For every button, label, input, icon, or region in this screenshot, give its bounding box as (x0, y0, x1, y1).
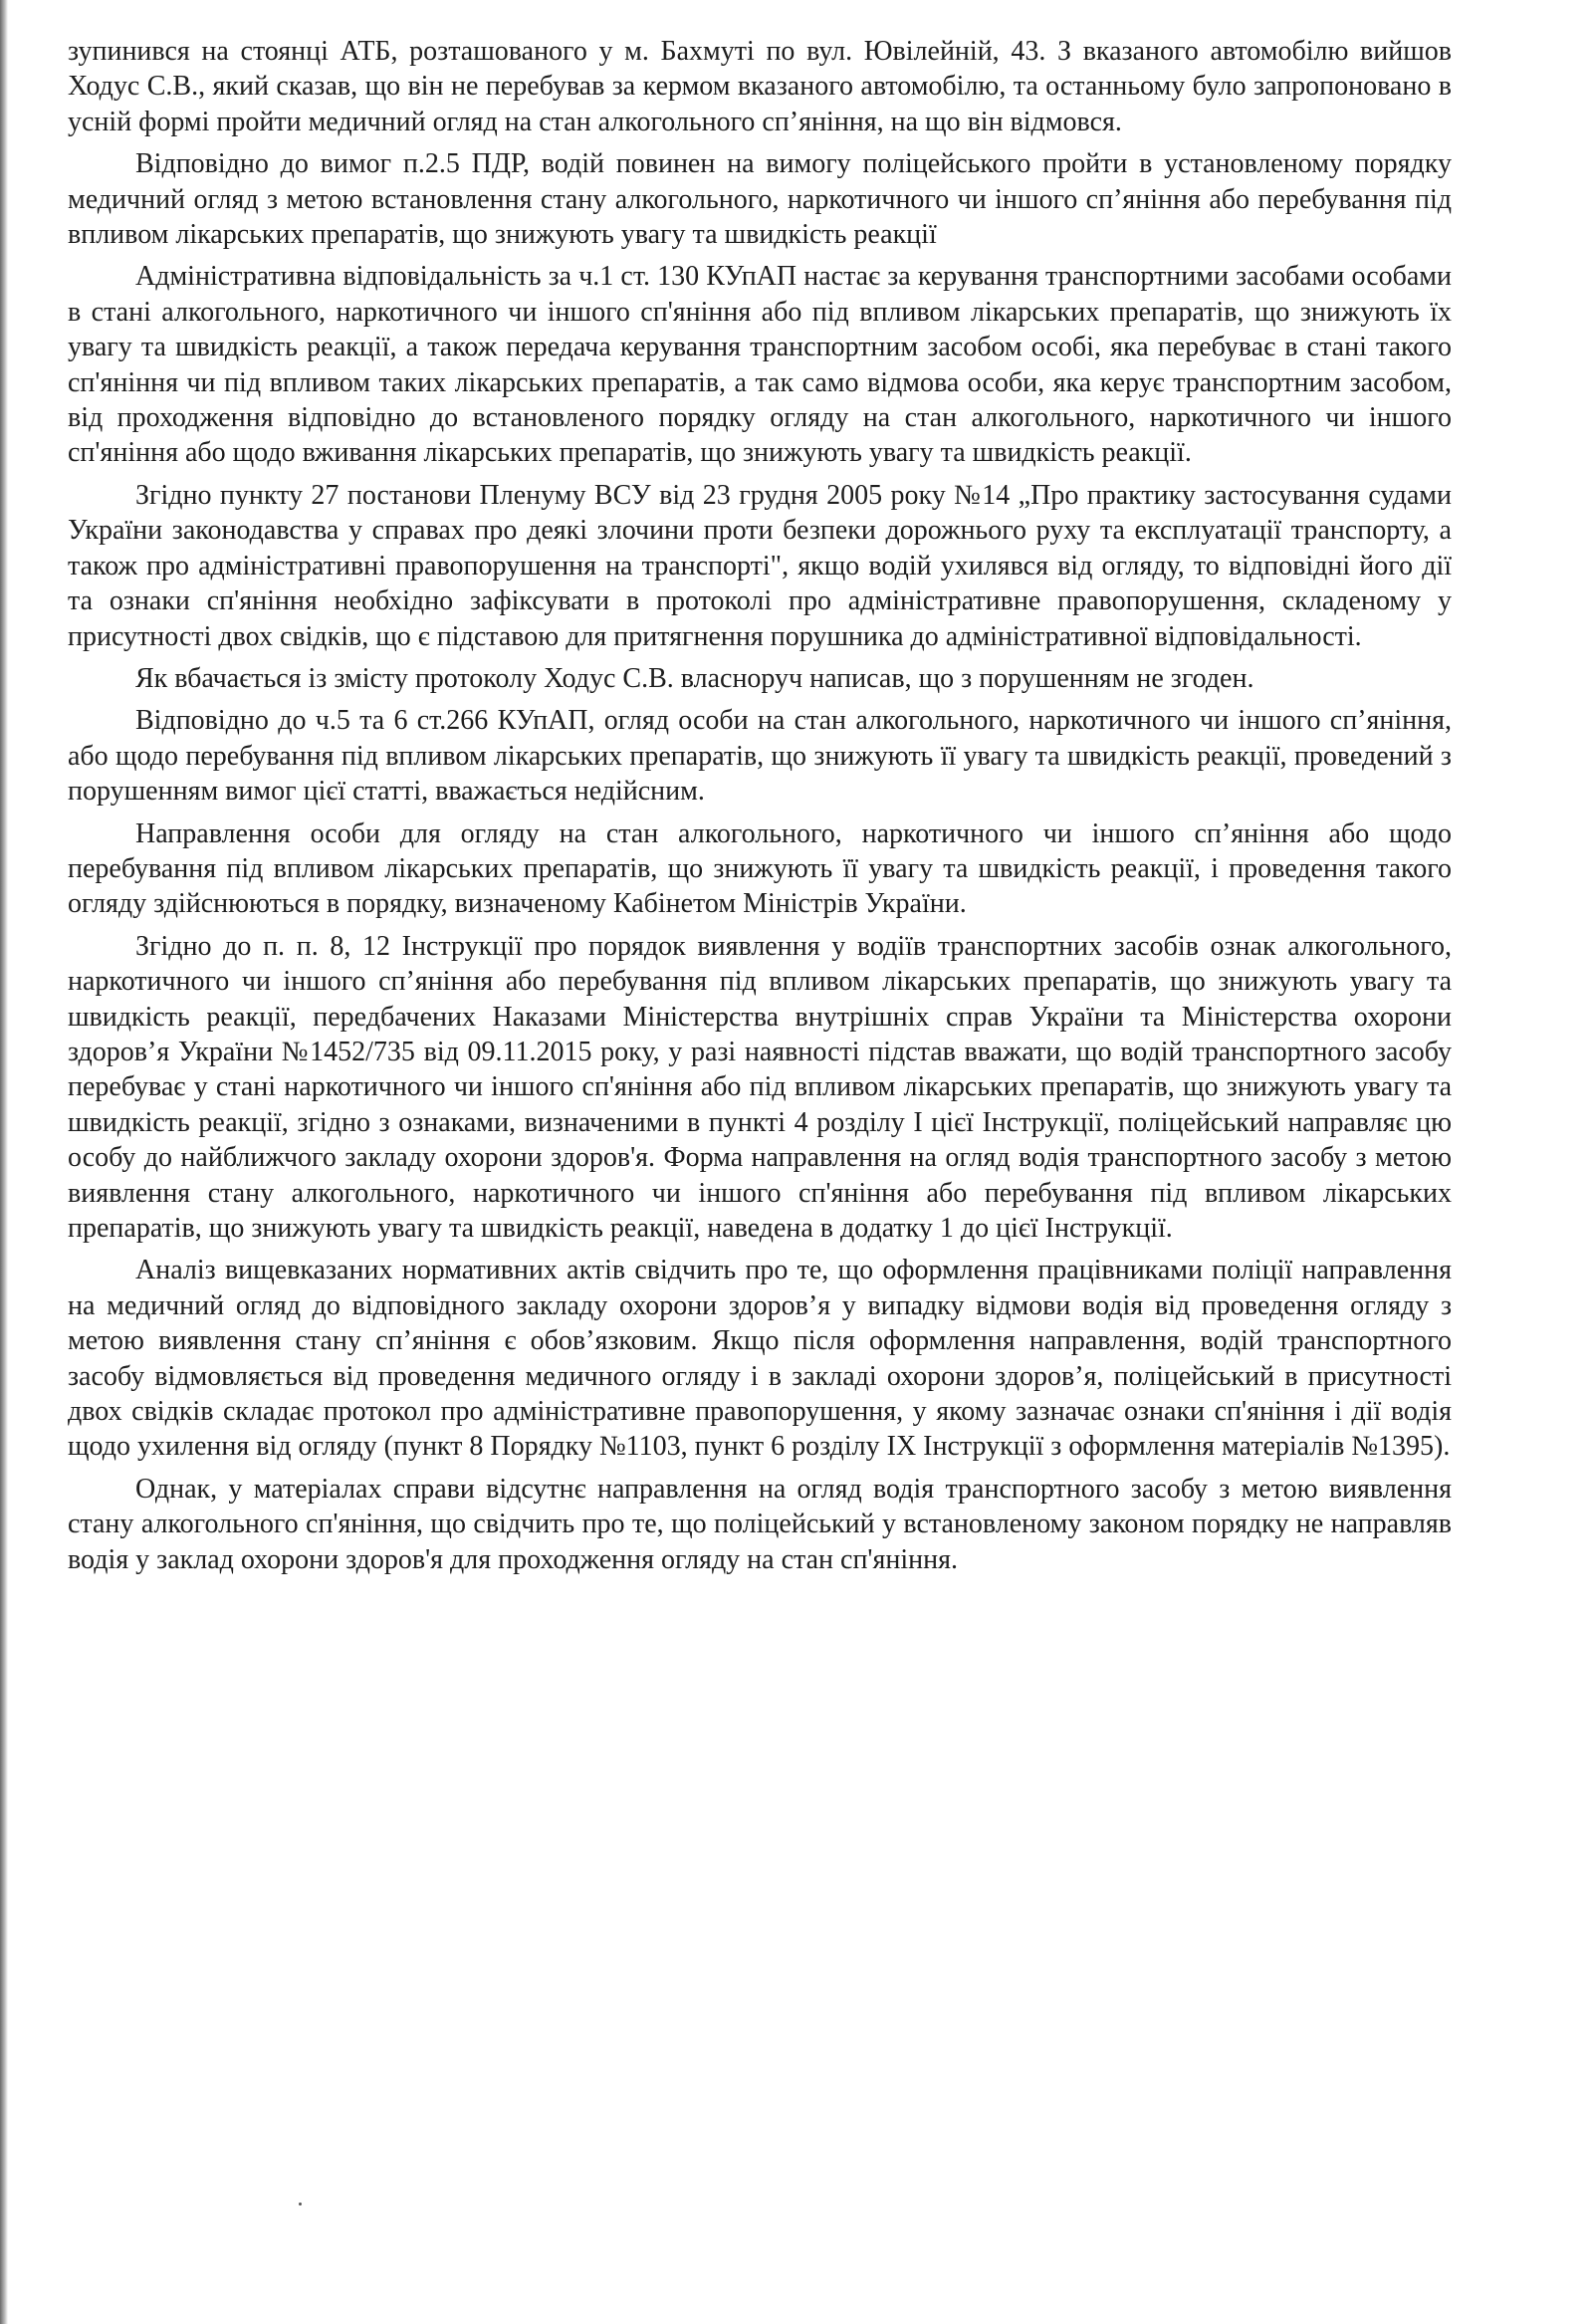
scan-speck (299, 2203, 302, 2206)
paragraph-6-article-266: Відповідно до ч.5 та 6 ст.266 КУпАП, огляд особи на стан алкогольного, наркотичного чи іншого сп’яніння, або щодо перебування під впливом лікарських препаратів, що знижують її увагу та швидкість реакції, проведений з порушенням вимог цієї статті, вважається недійсним. (68, 705, 1452, 808)
paragraph-10-conclusion: Однак, у матеріалах справи відсутнє направлення на огляд водія транспортного засобу з метою виявлення стану алкогольного сп'яніння, що свідчить про те, що поліцейський у встановленому законом порядку не направляв водія у заклад охорони здоров'я для проходження огляду на стан сп'яніння. (68, 1473, 1452, 1575)
paragraph-9-analysis: Аналіз вищевказаних нормативних актів свідчить про те, що оформлення працівниками поліції направлення на медичний огляд до відповідного закладу охорони здоров’я у випадку відмови водія від проведення огляду з метою виявлення стану сп’яніння є обов’язковим. Якщо після оформлення направлення, водій транспортного засобу відмовляється від проведення медичного огляду і в закладі охорони здоров’я, поліцейський в присутності двох свідків складає протокол про адміністративне правопорушення, у якому зазначає ознаки сп'яніння і дії водія щодо ухилення від огляду (пункт 8 Порядку №1103, пункт 6 розділу IX Інструкції з оформлення матеріалів №1395). (68, 1255, 1452, 1463)
paragraph-4-plenum-resolution: Згідно пункту 27 постанови Пленуму ВСУ від 23 грудня 2005 року №14 „Про практику застосування судами України законодавства у справах про деякі злочини проти безпеки дорожнього руху та експлуатації транспорту, а також про адміністративні правопорушення на транспорті", якщо водій ухилявся від огляду, то відповідні його дії та ознаки сп'яніння необхідно зафіксувати в протоколі про адміністративне правопорушення, складеному у присутності двох свідків, що є підставою для притягнення порушника до адміністративної відповідальності. (68, 479, 1452, 652)
document-page (8, 0, 1593, 2324)
document-body (68, 34, 1452, 1584)
paragraph-5-protocol: Як вбачається із змісту протоколу Ходус С.В. власноруч написав, що з порушенням не згоден. (135, 662, 1254, 694)
paragraph-1-continuation: зупинився на стоянці АТБ, розташованого у м. Бахмуті по вул. Ювілейній, 43. З вказаного автомобілю вийшов Ходус С.В., який сказав, що він не перебував за кермом вказаного автомобілю, та останньому було запропоновано в усній формі пройти медичний огляд на стан алкогольного сп’яніння, на що він відмовся. (68, 36, 1452, 137)
paragraph-2-traffic-rules: Відповідно до вимог п.2.5 ПДР, водій повинен на вимогу поліцейського пройти в установленому порядку медичний огляд з метою встановлення стану алкогольного, наркотичного чи іншого сп’яніння або перебування під впливом лікарських препаратів, що знижують увагу та швидкість реакції (68, 148, 1452, 251)
paragraph-3-liability: Адміністративна відповідальність за ч.1 ст. 130 КУпАП настає за керування транспортними засобами особами в стані алкогольного, наркотичного чи іншого сп'яніння або під впливом лікарських препаратів, що знижують їх увагу та швидкість реакції, а також передача керування транспортним засобом особі, яка перебуває в стані такого сп'яніння чи під впливом таких лікарських препаратів, а так само відмова особи, яка керує транспортним засобом, від проходження відповідно до встановленого порядку огляду на стан алкогольного, наркотичного чи іншого сп'яніння або щодо вживання лікарських препаратів, що знижують увагу та швидкість реакції. (68, 261, 1452, 469)
paragraph-7-referral: Направлення особи для огляду на стан алкогольного, наркотичного чи іншого сп’яніння або щодо перебування під впливом лікарських препаратів, що знижують її увагу та швидкість реакції, і проведення такого огляду здійснюються в порядку, визначеному Кабінетом Міністрів України. (68, 817, 1452, 920)
paragraph-8-instruction: Згідно до п. п. 8, 12 Інструкції про порядок виявлення у водіїв транспортних засобів ознак алкогольного, наркотичного чи іншого сп’яніння або перебування під впливом лікарських препаратів, що знижують увагу та швидкість реакції, передбачених Наказами Міністерства внутрішніх справ України та Міністерства охорони здоров’я України №1452/735 від 09.11.2015 року, у разі наявності підстав вважати, що водій транспортного засобу перебуває у стані наркотичного чи іншого сп'яніння або під впливом лікарських препаратів, що знижують увагу та швидкість реакції, згідно з ознаками, визначеними в пункті 4 розділу I цієї Інструкції, поліцейський направляє цю особу до найближчого закладу охорони здоров'я. Форма направлення на огляд водія транспортного засобу з метою виявлення стану алкогольного, наркотичного чи іншого сп'яніння або перебування під впливом лікарських препаратів, що знижують увагу та швидкість реакції, наведена в додатку 1 до цієї Інструкції. (68, 930, 1452, 1244)
scan-edge-shadow (0, 0, 8, 2324)
